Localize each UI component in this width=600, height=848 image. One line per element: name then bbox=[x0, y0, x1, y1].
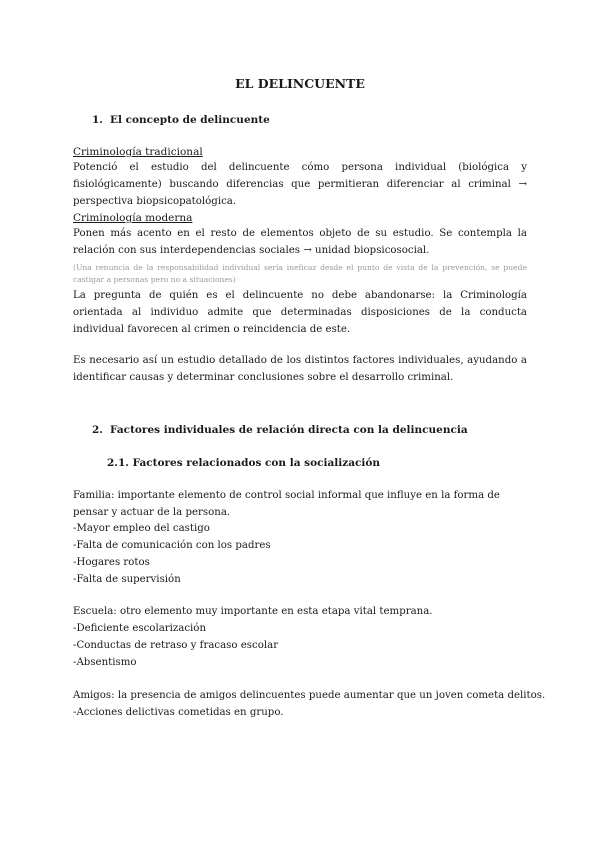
family-item: -Hogares rotos bbox=[73, 557, 150, 568]
family-item: -Falta de comunicación con los padres bbox=[73, 540, 271, 551]
section-2-title: Factores individuales de relación directa con la delincuencia bbox=[110, 424, 468, 436]
modern-criminology-note: (Una renuncia de la responsabilidad individual sería ineficaz desde el punto de vista de la prevención, se puede castigar a personas pero no a situaciones) bbox=[73, 263, 527, 284]
section-1-number: 1. bbox=[92, 114, 103, 126]
school-item: -Deficiente escolarización bbox=[73, 623, 207, 634]
subsection-2-1-heading: 2.1. Factores relacionados con la socialización bbox=[107, 457, 381, 469]
traditional-criminology-text: Potenció el estudio del delincuente cómo persona individual (biológica y fisiológicamente) buscando diferencias que permitieran diferenciar al criminal → perspectiva biopsicopatológica. bbox=[73, 162, 527, 207]
section-2-heading bbox=[92, 424, 468, 436]
modern-criminology-subheading: Criminología moderna bbox=[73, 212, 193, 224]
section-2-number: 2. bbox=[92, 424, 103, 436]
school-item: -Conductas de retraso y fracaso escolar bbox=[73, 640, 279, 651]
school-intro: Escuela: otro elemento muy importante en esta etapa vital temprana. bbox=[73, 606, 433, 617]
school-item: -Absentismo bbox=[73, 657, 137, 668]
traditional-criminology-subheading: Criminología tradicional bbox=[73, 146, 203, 158]
document-title: EL DELINCUENTE bbox=[235, 76, 365, 91]
family-item: -Falta de supervisión bbox=[73, 574, 181, 585]
section-1-title: El concepto de delincuente bbox=[110, 114, 270, 126]
friends-intro: Amigos: la presencia de amigos delincuentes puede aumentar que un joven cometa delitos. bbox=[73, 690, 546, 701]
family-item: -Mayor empleo del castigo bbox=[73, 523, 210, 534]
family-intro: Familia: importante elemento de control social informal que influye en la forma de pensar y actuar de la persona. bbox=[73, 490, 500, 518]
friends-item: -Acciones delictivas cometidas en grupo. bbox=[73, 707, 284, 718]
modern-criminology-text: Ponen más acento en el resto de elementos objeto de su estudio. Se contempla la relación con sus interdependencias sociales → unidad biopsicosocial. bbox=[73, 228, 527, 256]
section-1-heading bbox=[92, 114, 270, 126]
modern-criminology-text-2: La pregunta de quién es el delincuente no debe abandonarse: la Criminología orientada al individuo admite que determinadas disposiciones de la conducta individual favorecen al crimen o reincidencia de este. bbox=[73, 290, 527, 335]
section-1-conclusion: Es necesario así un estudio detallado de los distintos factores individuales, ayudando a identificar causas y determinar conclusiones sobre el desarrollo criminal. bbox=[73, 355, 527, 383]
